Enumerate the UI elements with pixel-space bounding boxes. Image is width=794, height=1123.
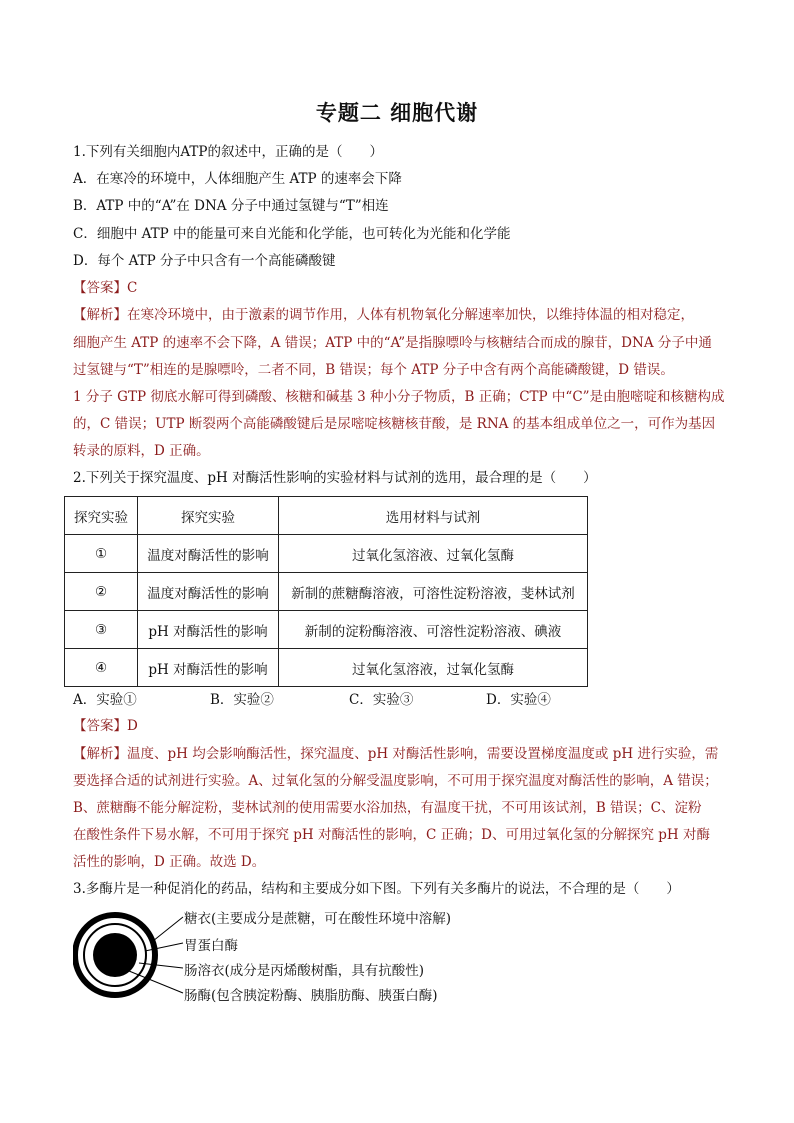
table-header-row [65,497,588,535]
q1-analysis-line: 1 分子 GTP 彻底水解可得到磷酸、核糖和碱基 3 种小分子物质，B 正确；CTP 中“C”是由胞嘧啶和核糖构成 [73,389,725,405]
q2-answer [73,716,138,736]
q2-option-a: A．实验① [73,692,137,708]
analysis-text: 在寒冷环境中，由于激素的调节作用，人体有机物氧化分解速率加快，以维持体温的相对稳定， [127,307,694,323]
q1-answer [73,278,137,298]
q1-analysis-line [73,305,694,325]
q1-analysis-line: 的，C 错误；UTP 断裂两个高能磷酸键后是尿嘧啶核糖核苷酸，是 RNA 的基本组成单位之一，可作为基因 [73,416,716,432]
multienzyme-tablet-diagram [73,903,493,1008]
table-cell: ② [65,573,138,611]
label-enteric-coat: 肠溶衣(成分是丙烯酸树酯，具有抗酸性) [184,963,425,979]
table-cell: 新制的淀粉酶溶液、可溶性淀粉溶液、碘液 [279,611,588,649]
table-cell: ③ [65,611,138,649]
table-cell: ① [65,535,138,573]
q3-stem: 3.多酶片是一种促消化的药品，结构和主要成分如下图。下列有关多酶片的说法，不合理的是（ ） [73,881,680,897]
page-title: 专题二 细胞代谢 [315,101,479,125]
answer-value: D [127,718,138,734]
leader-line [153,917,183,941]
label-sugar-coat: 糖衣(主要成分是蔗糖，可在酸性环境中溶解) [184,911,452,927]
enzyme-core [93,933,137,977]
q1-stem: 1.下列有关细胞内ATP的叙述中，正确的是（ ） [73,144,383,160]
table-cell: pH 对酶活性的影响 [138,611,279,649]
q2-analysis-line: B、蔗糖酶不能分解淀粉，斐林试剂的使用需要水浴加热，有温度干扰，不可用该试剂，B 错误；C、淀粉 [73,800,702,816]
q1-analysis-line: 细胞产生 ATP 的速率不会下降，A 错误；ATP 中的“A”是指腺嘌呤与核糖结合而成的腺苷，DNA 分子中通 [73,335,712,351]
table-row [65,573,588,611]
q2-options [73,688,551,708]
table-cell: ④ [65,649,138,687]
table-header-cell: 选用材料与试剂 [279,497,588,535]
q2-option-c: C．实验③ [349,692,414,708]
table-cell: 过氧化氢溶液，过氧化氢酶 [279,649,588,687]
q2-table [64,496,588,687]
table-row [65,649,588,687]
answer-value: C [127,280,138,296]
table-cell: 温度对酶活性的影响 [138,573,279,611]
label-intestinal-enzymes: 肠酶(包含胰淀粉酶、胰脂肪酶、胰蛋白酶) [184,988,438,1004]
q2-option-d: D．实验④ [486,692,551,708]
analysis-text: 温度、pH 均会影响酶活性，探究温度、pH 对酶活性影响，需要设置梯度温度或 pH 进行实验，需 [127,746,719,762]
table-row [65,611,588,649]
table-row [65,535,588,573]
q2-option-b: B．实验② [210,692,274,708]
q1-option-b: B．ATP 中的“A”在 DNA 分子中通过氢键与“T”相连 [73,198,389,214]
q2-analysis-line: 活性的影响，D 正确。故选 D。 [73,854,266,870]
table-cell: pH 对酶活性的影响 [138,649,279,687]
analysis-tag: 【解析】 [73,307,127,323]
q2-analysis-line [73,744,718,764]
answer-tag: 【答案】 [73,280,127,296]
q1-option-d: D．每个 ATP 分子中只含有一个高能磷酸键 [73,253,336,269]
table-header-cell: 探究实验 [65,497,138,535]
answer-tag: 【答案】 [73,718,127,734]
q1-option-c: C．细胞中 ATP 中的能量可来自光能和化学能，也可转化为光能和化学能 [73,226,511,242]
table-cell: 过氧化氢溶液、过氧化氢酶 [279,535,588,573]
table-cell: 新制的蔗糖酶溶液，可溶性淀粉溶液，斐林试剂 [279,573,588,611]
table-header-cell: 探究实验 [138,497,279,535]
analysis-tag: 【解析】 [73,746,127,762]
q2-analysis-line: 要选择合适的试剂进行实验。A、过氧化氢的分解受温度影响，不可用于探究温度对酶活性的影响，A 错误； [73,773,718,789]
table-cell: 温度对酶活性的影响 [138,535,279,573]
label-pepsin: 胃蛋白酶 [184,938,238,954]
q2-stem: 2.下列关于探究温度、pH 对酶活性影响的实验材料与试剂的选用，最合理的是（ ） [73,470,597,486]
q1-analysis-line: 过氢键与“T”相连的是腺嘌呤，二者不同，B 错误；每个 ATP 分子中含有两个高能磷酸键，D 错误。 [73,362,674,378]
q2-analysis-line: 在酸性条件下易水解，不可用于探究 pH 对酶活性的影响，C 正确；D、可用过氧化氢的分解探究 pH 对酶 [73,827,710,843]
q1-analysis-line: 转录的原料，D 正确。 [73,443,210,459]
q1-option-a: A．在寒冷的环境中，人体细胞产生 ATP 的速率会下降 [73,171,402,187]
